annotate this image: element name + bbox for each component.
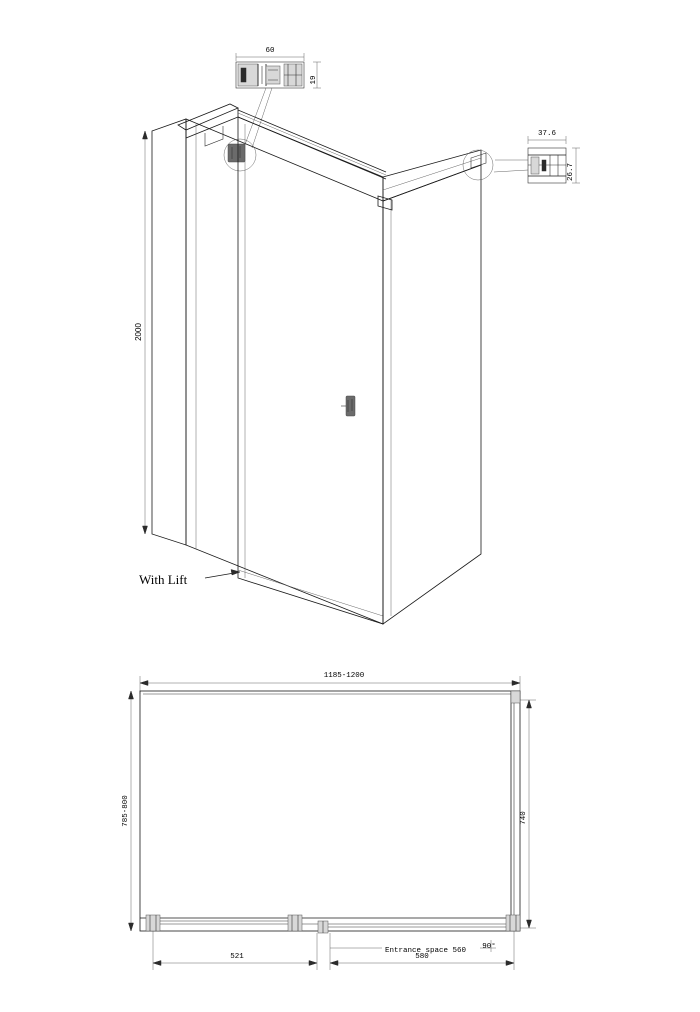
dim-plan-right-label: 740	[520, 811, 528, 825]
plan-outline	[140, 691, 520, 931]
detail-callout-top	[236, 47, 321, 150]
entrance-space-label: Entrance space 560	[385, 947, 467, 955]
detail-circle-right	[463, 150, 493, 180]
dim-plan-left-label: 785-800	[122, 795, 130, 827]
with-lift-label: With Lift	[139, 572, 188, 587]
dim-plan-right	[516, 700, 536, 928]
plan-view	[122, 672, 536, 970]
plan-right-wall	[511, 691, 520, 931]
dim-height-group	[134, 131, 148, 534]
iso-door-handle	[346, 396, 355, 416]
entrance-space-annotation	[330, 940, 496, 955]
iso-right-panel	[383, 150, 481, 624]
plan-bottom-track	[140, 915, 520, 933]
plan-roller-middle	[288, 915, 302, 931]
with-lift-annotation	[139, 570, 240, 588]
dim-detail-right-width: 37.6	[537, 130, 557, 138]
iso-top-rail	[178, 104, 386, 179]
dim-plan-bottom-left-label: 521	[230, 953, 244, 961]
dim-plan-bottom-left	[153, 931, 317, 970]
detail-callout-right	[494, 130, 580, 183]
iso-sliding-door	[238, 117, 383, 624]
dim-plan-top-label: 1185-1200	[323, 672, 365, 680]
dim-plan-left	[122, 691, 134, 931]
dim-height-label: 2000	[134, 323, 143, 341]
isometric-view	[134, 104, 493, 624]
plan-roller-left	[146, 915, 160, 931]
iso-left-panel	[152, 119, 186, 545]
plan-roller-right	[506, 915, 520, 931]
iso-back-panel	[186, 119, 383, 624]
dim-detail-right-height: 26.7	[567, 162, 575, 182]
angle-90-label: 90°	[482, 943, 496, 951]
dim-plan-bottom-right-label: 580	[415, 953, 429, 961]
dim-detail-top-height: 19	[310, 75, 318, 85]
dim-detail-top-width: 60	[265, 47, 275, 55]
